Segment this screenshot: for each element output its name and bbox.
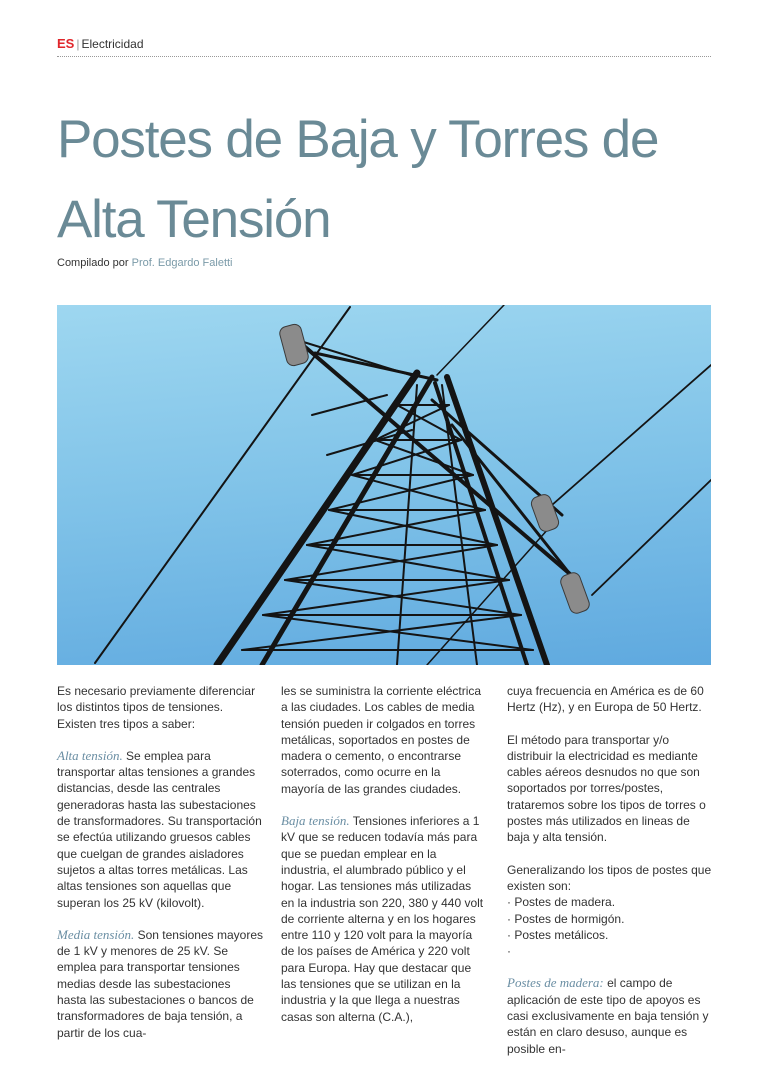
madera-paragraph: Postes de madera: el campo de aplicación de este tipo de apoyos es casi exclusivamente en baja tensión y están en claro desuso, aunque es posible en- <box>507 975 709 1056</box>
article-title: Postes de Baja y Torres de Alta Tensión <box>57 110 659 249</box>
byline-prefix: Compilado por <box>57 257 129 269</box>
madera-lead: Postes de madera: <box>507 975 604 991</box>
baja-tension-lead: Baja tensión. <box>281 813 350 829</box>
section-name: Electricidad <box>81 37 144 51</box>
intro-paragraph: Es necesario previamente diferenciar los distintos tipos de tensiones. Existen tres tipos a saber: <box>57 684 256 731</box>
tower-illustration <box>57 305 711 665</box>
list-item: · Postes metálicos. <box>507 927 713 943</box>
text-column-1 <box>57 683 263 1057</box>
byline-author: Prof. Edgardo Faletti <box>131 257 233 269</box>
generalizando-paragraph: Generalizando los tipos de postes que existen son: <box>507 862 712 893</box>
baja-tension-paragraph: Baja tensión. Tensiones inferiores a 1 kV que se reducen todavía más para que se puedan emplear en la industria, el alumbrado público y el hogar. Las tensiones más utilizadas en la industria son 220, 380 y 440 volt de corriente alterna y en los hogares entre 110 y 120 volt para la mayoría de los países de América y 220 volt para Europa. Hay que destacar que las tensiones que se utilizan en la industria y la que llega a nuestras casas son alterna (C.A.), <box>281 813 484 1024</box>
media-tension-lead: Media tensión. <box>57 926 135 942</box>
list-item: · Postes de hormigón. <box>507 911 713 927</box>
baja-tension-continued: cuya frecuencia en América es de 60 Hertz (Hz), y en Europa de 50 Hertz. <box>507 684 704 715</box>
list-item: · Postes de madera. <box>507 894 713 910</box>
post-types-list <box>507 894 713 959</box>
alta-tension-lead: Alta tensión. <box>57 747 123 763</box>
header-divider <box>57 56 711 57</box>
byline <box>57 257 233 269</box>
alta-tension-paragraph: Alta tensión. Se emplea para transportar altas tensiones a grandes distancias, desde las centrales generadoras hasta las subestaciones de transformadores. Su transportación se efectúa utilizando gruesos cables que cuelgan de grandes aisladores sujetos a altas torres metálicas. Las altas tensiones son aquellas que superan los 25 kV (kilovolt). <box>57 747 262 910</box>
tower-photo <box>57 305 711 665</box>
list-item <box>507 943 713 959</box>
section-code: ES <box>57 36 75 51</box>
media-tension-paragraph: Media tensión. Son tensiones mayores de 1 kV y menores de 25 kV. Se emplea para transportar tensiones medias desde las subestaciones hasta las subestaciones o bancos de transformadores de baja tensión, a partir de los cua- <box>57 926 264 1040</box>
text-column-3 <box>507 683 713 1073</box>
text-column-2 <box>281 683 487 1041</box>
section-header: ES | Electricidad <box>57 36 144 51</box>
metodo-paragraph: El método para transportar y/o distribuir la electricidad es mediante cables aéreos desnudos no que son soportados por torres/postes, trataremos sobre los tipos de torres o postes más utilizados en lineas de baja y alta tensión. <box>507 732 706 845</box>
media-tension-continued: les se suministra la corriente eléctrica a las ciudades. Los cables de media tensión pueden ir colgados en torres metálicas, soportados en postes de madera o cemento, o encontrarse soterrados, como ocurre en la mayoría de las grandes ciudades. <box>281 684 482 796</box>
